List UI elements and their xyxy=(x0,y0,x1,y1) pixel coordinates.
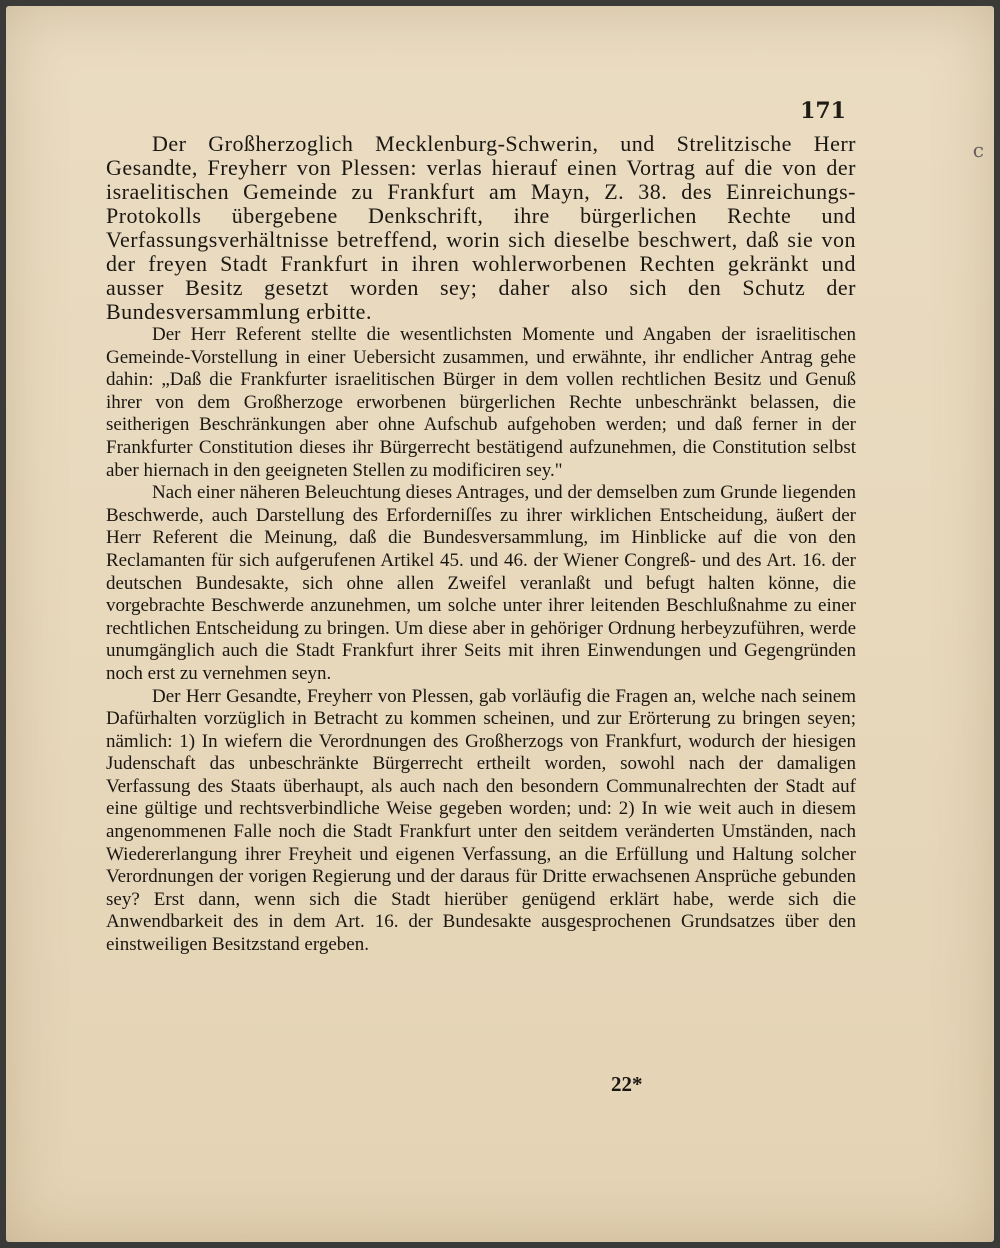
paragraph: Der Herr Gesandte, Freyherr von Plessen, gab vorläufig die Fragen an, welche nach seinem Dafürhalten vorzüglich in Betracht zu kommen scheinen, und zur Erörterung zu bringen seyen; nämlich: 1) In wiefern die Verordnungen des Großherzogs von Frankfurt, wodurch der hiesigen Judenschaft das unbeschränkte Bürgerrecht ertheilt worden, sowohl nach der damaligen Verfassung des Staats überhaupt, als auch nach den besondern Communalrechten der Stadt auf eine gültige und rechtsverbindliche Weise gegeben worden; und: 2) In wie weit auch in diesem angenommenen Falle noch die Stadt Frankfurt unter den seitdem veränderten Umständen, nach Wiedererlangung ihrer Freyheit und eigenen Verfassung, an die Erfüllung und Haltung solcher Verordnungen der vorigen Regierung und der daraus für Dritte erwachsenen Ansprüche gebunden sey? Erst dann, wenn sich die Stadt hierüber genügend erklärt habe, werde sich die Anwendbarkeit des in dem Art. 16. der Bundesakte ausgesprochenen Grundsatzes über den einstweiligen Besitzstand ergeben. xyxy=(106,685,856,956)
page-number: 171 xyxy=(800,98,846,124)
signature-mark: 22* xyxy=(611,1072,643,1096)
paragraph: Der Herr Referent stellte die wesentlichsten Momente und Angaben der israelitischen Gemeinde-Vorstellung in einer Uebersicht zusammen, und erwähnte, ihr endlicher Antrag gehe dahin: „Daß die Frankfurter israelitischen Bürger in dem vollen rechtlichen Besitz und Genuß ihrer von dem Großherzoge erworbenen bürgerlichen Rechte unbeschränkt belassen, die seitherigen Beschränkungen aber ohne Aufschub aufgehoben werden; und daß ferner in der Frankfurter Constitution dieses ihr Bürgerrecht bestätigend aufzunehmen, die Constitution selbst aber hiernach in den geeigneten Stellen zu modificiren sey." xyxy=(106,324,856,481)
paragraph: Der Großherzoglich Mecklenburg-Schwerin, und Strelitzische Herr Gesandte, Freyherr von Plessen: verlas hierauf einen Vortrag auf die von der israelitischen Gemeinde zu Frankfurt am Mayn, Z. 38. des Einreichungs-Protokolls übergebene Denkschrift, ihre bürgerlichen Rechte und Verfassungsverhältnisse betreffend, worin sich dieselbe beschwert, daß sie von der freyen Stadt Frankfurt in ihren wohlerworbenen Rechten gekränkt und ausser Besitz gesetzt worden sey; daher also sich den Schutz der Bundesversammlung erbitte. xyxy=(106,131,856,324)
body-text xyxy=(106,132,856,957)
document-page xyxy=(6,6,994,1242)
margin-mark: c xyxy=(972,138,984,162)
paragraph: Nach einer näheren Beleuchtung dieses Antrages, und der demselben zum Grunde liegenden Beschwerde, auch Darstellung des Erforderniſſes zu ihrer wirklichen Entscheidung, äußert der Herr Referent die Meinung, daß die Bundesversammlung, im Hinblicke auf die von den Reclamanten für sich aufgerufenen Artikel 45. und 46. der Wiener Congreß- und des Art. 16. der deutschen Bundesakte, sich ohne allen Zweifel veranlaßt und befugt halten könne, die vorgebrachte Beschwerde anzunehmen, um solche unter ihrer leitenden Beschlußnahme zu einer rechtlichen Entscheidung zu bringen. Um diese aber in gehöriger Ordnung herbeyzuführen, werde unumgänglich auch die Stadt Frankfurt ihrer Seits mit ihren Einwendungen und Gegengründen noch erst zu vernehmen seyn. xyxy=(106,482,856,684)
